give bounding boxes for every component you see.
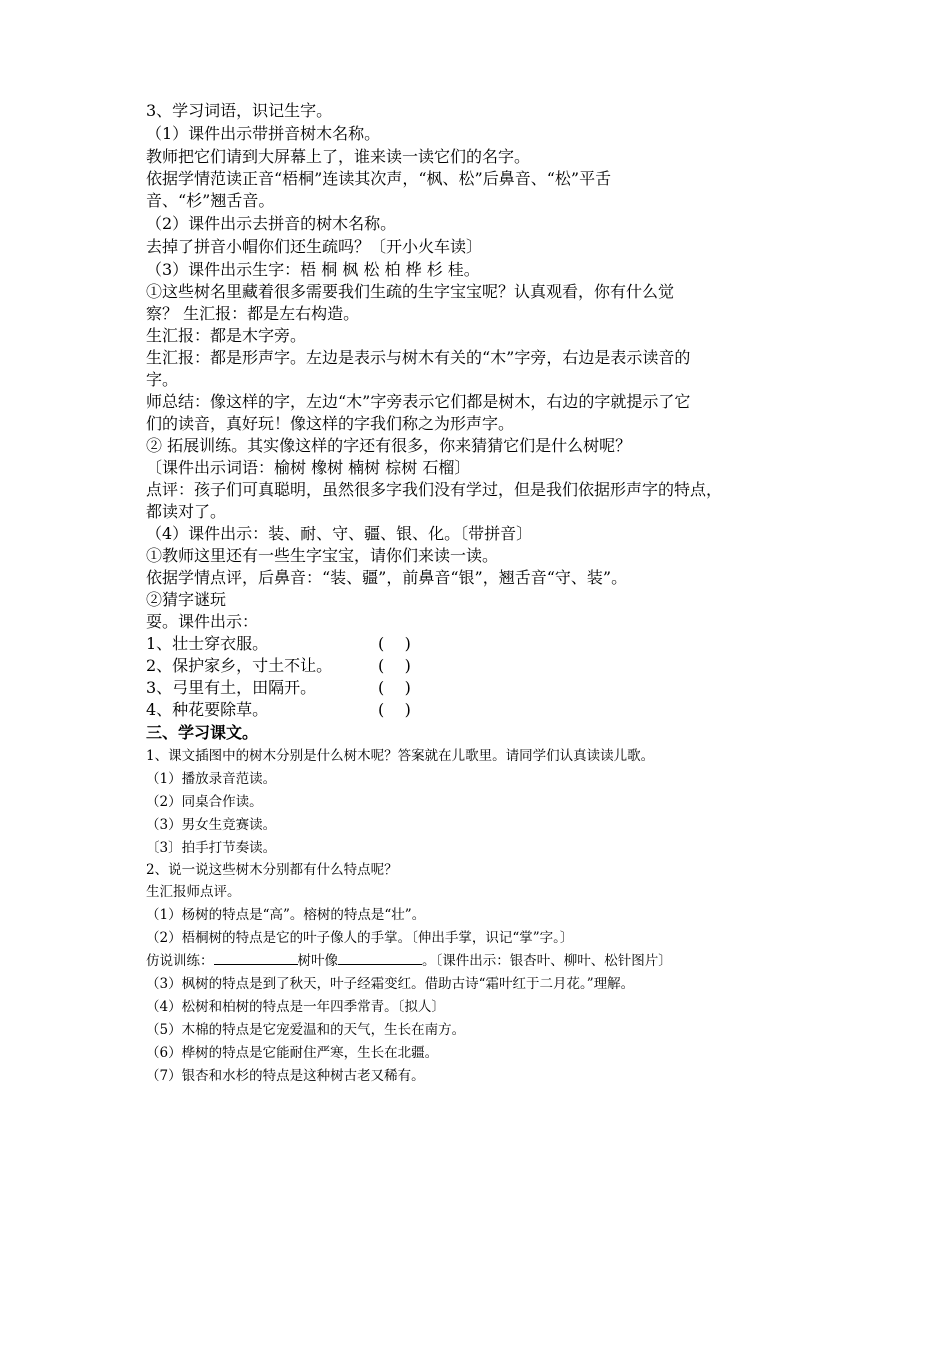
text-line: （2）梧桐树的特点是它的叶子像人的手掌。〔伸出手掌，识记“掌”字。〕 [146, 930, 574, 946]
text-line: （6）桦树的特点是它能耐住严寒，生长在北疆。 [146, 1045, 439, 1061]
text-line: 3、学习词语，识记生字。 [146, 101, 333, 120]
riddle-item: 3、弓里有土，田隔开。 [146, 678, 317, 697]
text-line: 去掉了拼音小帽你们还生疏吗？〔开小火车读〕 [146, 237, 483, 256]
text-line: 〔课件出示词语：榆树 橡树 楠树 棕树 石榴〕 [146, 458, 471, 477]
answer-blank: ( ) [378, 656, 411, 675]
text-line: ② 拓展训练。其实像这样的字还有很多，你来猜猜它们是什么树呢？ [146, 436, 632, 455]
section-title: 三、学习课文。 [146, 723, 259, 742]
riddle-item: 2、保护家乡，寸土不让。 [146, 656, 333, 675]
text-line: （3）枫树的特点是到了秋天，叶子经霜变红。借助古诗“霜叶红于二月花。”理解。 [146, 976, 635, 992]
text-line: ①教师这里还有一些生字宝宝，请你们来读一读。 [146, 546, 499, 565]
text-line: （1）播放录音范读。 [146, 771, 277, 787]
imitation-line [146, 951, 672, 971]
imitation-suffix: 。〔课件出示：银杏叶、柳叶、松针图片〕 [422, 953, 672, 969]
text-line: （4）松树和柏树的特点是一年四季常青。〔拟人〕 [146, 999, 445, 1015]
text-line: （5）木棉的特点是它宠爱温和的天气，生长在南方。 [146, 1022, 466, 1038]
text-line: 生汇报：都是木字旁。 [146, 326, 307, 345]
riddle-item: 1、壮士穿衣服。 [146, 634, 269, 653]
text-line: （3）男女生竞赛读。 [146, 817, 277, 833]
text-line: 耍。课件出示： [146, 612, 259, 631]
text-line: （1）杨树的特点是“高”。榕树的特点是“壮”。 [146, 907, 426, 923]
riddle-item: 4、种花要除草。 [146, 700, 269, 719]
text-line: 生汇报：都是形声字。左边是表示与树木有关的“木”字旁，右边是表示读音的 [146, 348, 691, 367]
text-line: 教师把它们请到大屏幕上了，谁来读一读它们的名字。 [146, 147, 531, 166]
text-line: 2、说一说这些树木分别都有什么特点呢？ [146, 862, 398, 878]
text-line: 音、“杉”翘舌音。 [146, 191, 275, 210]
text-line: （2）同桌合作读。 [146, 794, 263, 810]
answer-blank: ( ) [378, 700, 411, 719]
text-line: ②猜字谜玩 [146, 590, 227, 609]
imitation-prefix: 仿说训练： [146, 953, 214, 969]
text-line: 依据学情范读正音“梧桐”连读其次声，“枫、松”后鼻音、“松”平舌 [146, 169, 612, 188]
fill-blank [338, 964, 422, 965]
text-line: 都读对了。 [146, 502, 227, 521]
text-line: 依据学情点评，后鼻音：“装、疆”，前鼻音“银”，翘舌音“守、装”。 [146, 568, 628, 587]
text-line: 们的读音，真好玩！像这样的字我们称之为形声字。 [146, 414, 515, 433]
text-line: （3）课件出示生字：梧 桐 枫 松 柏 桦 杉 桂。 [146, 260, 480, 279]
text-line: （1）课件出示带拼音树木名称。 [146, 124, 381, 143]
answer-blank: ( ) [378, 678, 411, 697]
text-line: 师总结：像这样的字，左边“木”字旁表示它们都是树木，右边的字就提示了它 [146, 392, 691, 411]
fill-blank [214, 964, 298, 965]
text-line: ①这些树名里藏着很多需要我们生疏的生字宝宝呢？认真观看，你有什么觉 [146, 282, 675, 301]
text-line: （7）银杏和水杉的特点是这种树古老又稀有。 [146, 1068, 425, 1084]
text-line: （2）课件出示去拼音的树木名称。 [146, 214, 397, 233]
text-line: 〔3〕拍手打节奏读。 [146, 840, 277, 856]
text-line: 点评：孩子们可真聪明，虽然很多字我们没有学过，但是我们依据形声字的特点， [146, 480, 723, 499]
text-line: 字。 [146, 370, 179, 389]
imitation-middle: 树叶像 [297, 953, 338, 969]
text-line: （4）课件出示：装、耐、守、疆、银、化。〔带拼音〕 [146, 524, 533, 543]
answer-blank: ( ) [378, 634, 411, 653]
text-line: 1、课文插图中的树木分别是什么树木呢？答案就在儿歌里。请同学们认真读读儿歌。 [146, 748, 655, 764]
text-line: 生汇报师点评。 [146, 884, 241, 900]
text-line: 察？ 生汇报：都是左右构造。 [146, 304, 360, 323]
